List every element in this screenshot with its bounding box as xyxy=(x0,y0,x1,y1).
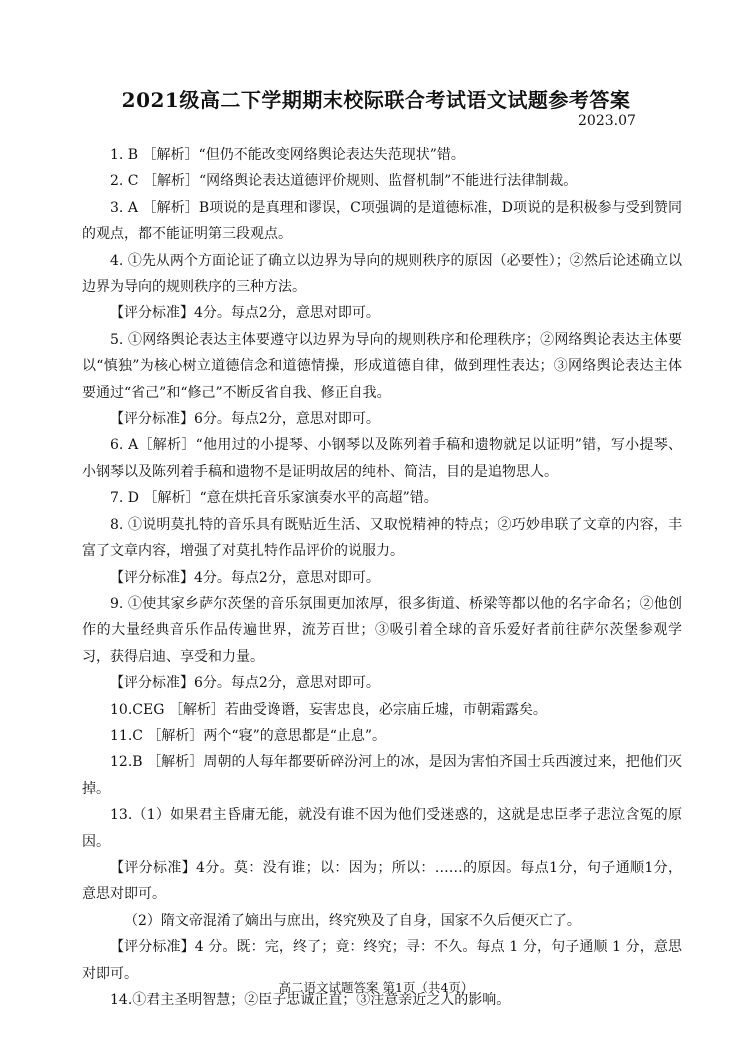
document-title: 2021级高二下学期期末校际联合考试语文试题参考答案 xyxy=(121,88,631,112)
answer-1: 1. B ［解析］“但仍不能改变网络舆论表达失范现状”错。 xyxy=(110,147,465,163)
answer-5: 5. ①网络舆论表达主体要遵守以边界为导向的规则秩序和伦理秩序；②网络舆论表达主体要以“慎独”为核心树立道德信念和道德情操，形成道德自律，做到理性表达；③网络舆论表达主体要通过“省己”和“修己”不断反省自我、修正自我。 xyxy=(82,331,682,401)
scoring-5: 【评分标准】6分。每点2分，意思对即可。 xyxy=(110,411,380,428)
answer-14: 14.①君主圣明智慧；②臣子忠诚正直；③注意亲近之人的影响。 xyxy=(110,992,511,1008)
answer-10: 10.CEG ［解析］若曲受谗谮，妄害忠良，必宗庙丘墟，市朝霜露矣。 xyxy=(110,701,547,718)
answer-8: 8. ①说明莫扎特的音乐具有既贴近生活、又取悦精神的特点；②巧妙串联了文章的内容，丰富了文章内容，增强了对莫扎特作品评价的说服力。 xyxy=(82,516,682,560)
answer-13-2: （2）隋文帝混淆了嫡出与庶出，终究殃及了自身，国家不久后便灭亡了。 xyxy=(124,912,581,929)
answer-3: 3. A ［解析］B项说的是真理和谬误，C项强调的是道德标准，D项说的是积极参与受到赞同的观点，都不能证明第三段观点。 xyxy=(82,199,682,243)
scoring-13-1: 【评分标准】4分。莫：没有谁；以：因为；所以：……的原因。每点1分，句子通顺1分，意思对即可。 xyxy=(82,859,682,903)
answer-7: 7. D ［解析］“意在烘托音乐家演奏水平的高超”错。 xyxy=(110,490,438,507)
scoring-4: 【评分标准】4分。每点2分，意思对即可。 xyxy=(110,305,380,322)
document-date: 2023.07 xyxy=(578,113,636,129)
answer-6: 6. A［解析］“他用过的小提琴、小钢琴以及陈列着手稿和遗物就足以证明”错，写小提琴、小钢琴以及陈列着手稿和遗物不是证明故居的纯朴、简洁，目的是追物思人。 xyxy=(82,437,682,480)
answer-11: 11.C ［解析］两个“寝”的意思都是“止息”。 xyxy=(110,727,387,744)
page-footer: 高二语文试题答案 第1页（共4页） xyxy=(278,980,474,995)
scoring-8: 【评分标准】4分。每点2分，意思对即可。 xyxy=(110,569,380,586)
answer-body xyxy=(82,142,682,1013)
answer-13-1: 13.（1）如果君主昏庸无能，就没有谁不因为他们受迷惑的，这就是忠臣孝子悲泣含冤的原因。 xyxy=(82,807,682,850)
answer-9: 9. ①使其家乡萨尔茨堡的音乐氛围更加浓厚，很多街道、桥梁等都以他的名字命名；②他创作的大量经典音乐作品传遍世界，流芳百世；③吸引着全球的音乐爱好者前往萨尔茨堡参观学习，获得启迪、享受和力量。 xyxy=(82,595,682,665)
scoring-13-2: 【评分标准】4 分。既：完，终了；竟：终究；寻：不久。每点 1 分，句子通顺 1 分，意思对即可。 xyxy=(82,939,682,982)
answer-4: 4. ①先从两个方面论证了确立以边界为导向的规则秩序的原因（必要性）；②然后论述确立以边界为导向的规则秩序的三种方法。 xyxy=(82,252,682,296)
answer-12: 12.B ［解析］周朝的人每年都要斫碎汾河上的冰，是因为害怕齐国士兵西渡过来，把他们灭掉。 xyxy=(82,754,682,797)
answer-2: 2. C ［解析］“网络舆论表达道德评价规则、监督机制”不能进行法律制裁。 xyxy=(110,173,578,190)
scoring-9: 【评分标准】6分。每点2分，意思对即可。 xyxy=(110,675,380,692)
